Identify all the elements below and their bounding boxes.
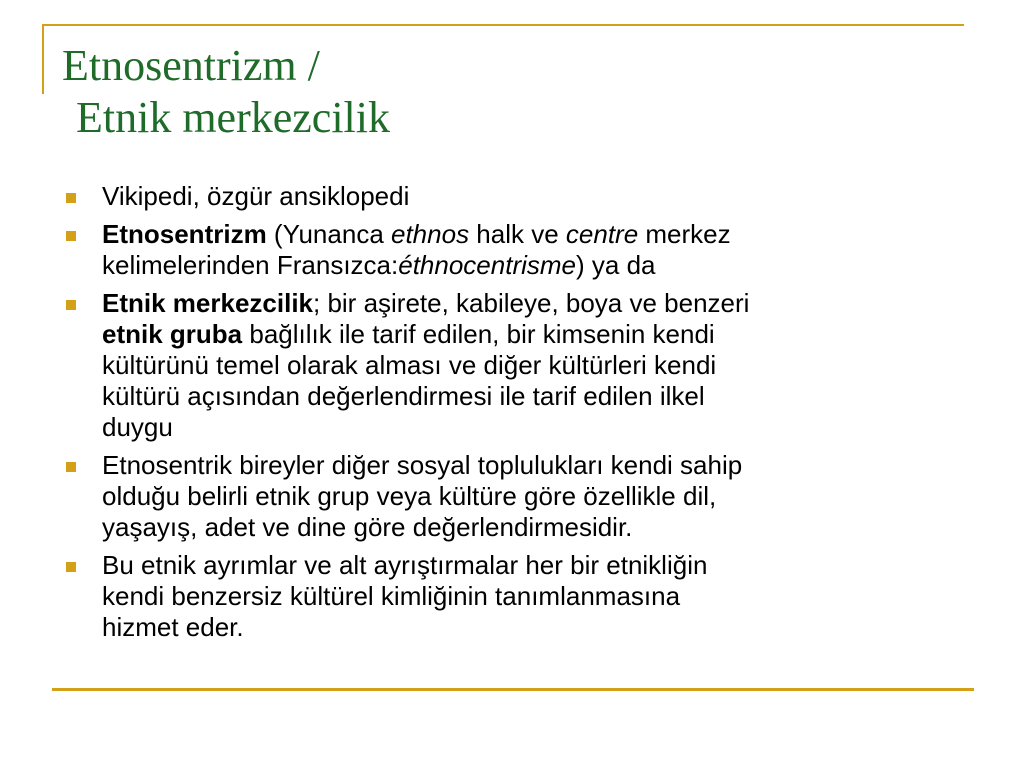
italic-term: centre bbox=[565, 219, 639, 249]
title-line-1: Etnosentrizm / bbox=[62, 41, 320, 90]
text-segment: Bu etnik ayrımlar ve alt ayrıştırmalar her bir etnikliğin bbox=[102, 550, 708, 580]
text-segment: Etnosentrik bireyler diğer sosyal toplulukları kendi sahip bbox=[102, 450, 743, 480]
text-segment: kelimelerinden Fransızca: bbox=[102, 250, 399, 280]
text-segment: duygu bbox=[102, 412, 173, 442]
bullet-line bbox=[102, 450, 962, 481]
bullet-line bbox=[102, 350, 962, 381]
bullet-line bbox=[102, 181, 962, 212]
bullet-item bbox=[62, 181, 962, 212]
bullet-line bbox=[102, 550, 962, 581]
bullet-line bbox=[102, 381, 962, 412]
bullet-line bbox=[102, 219, 962, 250]
bullet-list bbox=[62, 181, 962, 650]
text-segment: hizmet eder. bbox=[102, 612, 244, 642]
bullet-line bbox=[102, 481, 962, 512]
bullet-item bbox=[62, 288, 962, 443]
bullet-square-icon bbox=[66, 300, 76, 310]
text-segment: kültürünü temel olarak alması ve diğer kültürleri kendi bbox=[102, 350, 717, 380]
bullet-line bbox=[102, 412, 962, 443]
left-divider bbox=[42, 24, 44, 94]
bold-term: etnik gruba bbox=[102, 319, 243, 349]
italic-term: éthnocentrisme bbox=[398, 250, 576, 280]
text-segment: olduğu belirli etnik grup veya kültüre göre özellikle dil, bbox=[102, 481, 717, 511]
bullet-square-icon bbox=[66, 562, 76, 572]
italic-term: ethnos bbox=[391, 219, 470, 249]
bottom-divider bbox=[52, 688, 974, 691]
bullet-item bbox=[62, 219, 962, 281]
bullet-line bbox=[102, 612, 962, 643]
slide-title bbox=[62, 40, 390, 144]
bullet-line bbox=[102, 319, 962, 350]
bullet-line bbox=[102, 250, 962, 281]
text-segment: bağlılık ile tarif edilen, bir kimsenin kendi bbox=[242, 319, 715, 349]
bullet-line bbox=[102, 581, 962, 612]
bullet-square-icon bbox=[66, 193, 76, 203]
bullet-item bbox=[62, 450, 962, 543]
text-segment: yaşayış, adet ve dine göre değerlendirmesidir. bbox=[102, 512, 633, 542]
top-divider bbox=[42, 24, 964, 26]
bullet-square-icon bbox=[66, 231, 76, 241]
text-segment: halk ve bbox=[469, 219, 566, 249]
bullet-line bbox=[102, 288, 962, 319]
text-segment: Vikipedi, özgür ansiklopedi bbox=[102, 181, 410, 211]
bold-term: Etnik merkezcilik bbox=[102, 288, 313, 318]
title-line-2: Etnik merkezcilik bbox=[76, 93, 390, 142]
text-segment: (Yunanca bbox=[266, 219, 391, 249]
bullet-line bbox=[102, 512, 962, 543]
bullet-item bbox=[62, 550, 962, 643]
bold-term: Etnosentrizm bbox=[102, 219, 267, 249]
text-segment: merkez bbox=[638, 219, 731, 249]
text-segment: kültürü açısından değerlendirmesi ile tarif edilen ilkel bbox=[102, 381, 705, 411]
text-segment: ) ya da bbox=[576, 250, 656, 280]
text-segment: ; bir aşirete, kabileye, boya ve benzeri bbox=[313, 288, 750, 318]
text-segment: kendi benzersiz kültürel kimliğinin tanımlanmasına bbox=[102, 581, 681, 611]
bullet-square-icon bbox=[66, 462, 76, 472]
